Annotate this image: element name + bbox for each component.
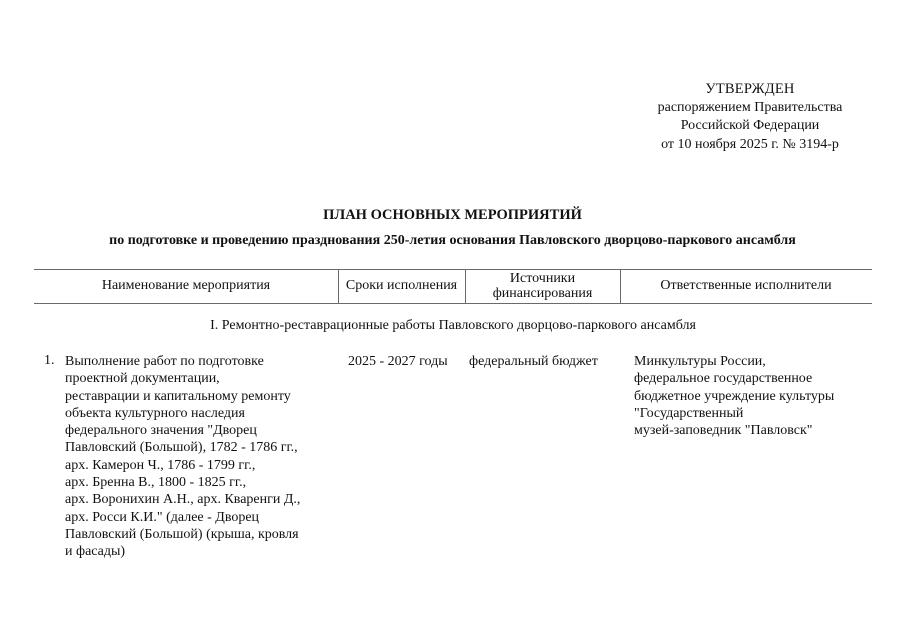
header-executors: Ответственные исполнители bbox=[660, 278, 832, 294]
document-title: ПЛАН ОСНОВНЫХ МЕРОПРИЯТИЙ bbox=[323, 207, 582, 223]
row-term: 2025 - 2027 годы bbox=[348, 354, 448, 369]
document-subtitle: по подготовке и проведению празднования 250-летия основания Павловского дворцово-паркового ансамбля bbox=[109, 233, 796, 248]
approval-heading: УТВЕРЖДЕН bbox=[705, 81, 795, 97]
header-funding: Источники финансирования bbox=[492, 270, 593, 301]
approval-line: распоряжением Правительства bbox=[657, 99, 843, 115]
header-event-name: Наименование мероприятия bbox=[101, 278, 271, 294]
approval-line: Российской Федерации bbox=[680, 118, 820, 133]
approval-date: от 10 ноября 2025 г. № 3194-р bbox=[661, 136, 839, 152]
section-title: I. Ремонтно-реставрационные работы Павловского дворцово-паркового ансамбля bbox=[210, 318, 696, 333]
row-event-name: Выполнение работ по подготовке проектной документации, реставрации и капитальному ремонту объекта культурного наследия федерального значения "Дворец Павловский (Большой), 1782 - 1786 гг., арх. Камерон Ч., 1786 - 1799 гг., арх. Бренна В., 1800 - 1825 гг., арх. Воронихин А.Н., арх. Кваренги Д., арх. Росси К.И." (далее - Дворец Павловский (Большой) (крыша, кровля и фасады) bbox=[65, 354, 301, 560]
row-funding: федеральный бюджет bbox=[469, 354, 598, 369]
table-header-bottom-border bbox=[34, 303, 872, 304]
row-executors: Минкультуры России, федеральное государственное бюджетное учреждение культуры "Государственный музей-заповедник "Павловск" bbox=[634, 354, 835, 439]
approval-block bbox=[600, 80, 900, 154]
row-number: 1. bbox=[44, 353, 55, 368]
header-term: Сроки исполнения bbox=[345, 278, 458, 294]
